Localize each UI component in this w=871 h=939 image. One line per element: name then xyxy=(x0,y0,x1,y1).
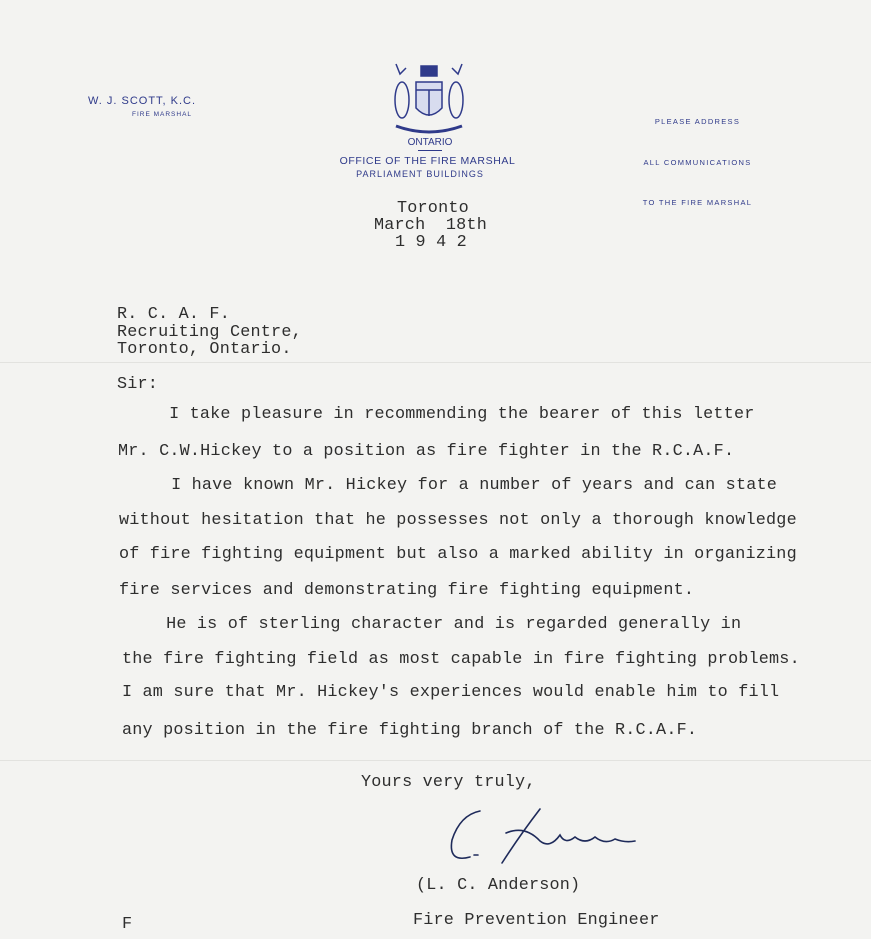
address-note xyxy=(620,88,775,223)
closing: Yours very truly, xyxy=(361,773,536,792)
body-line: any position in the fire fighting branch of the R.C.A.F. xyxy=(122,721,698,740)
signer-name: (L. C. Anderson) xyxy=(416,876,581,895)
building-name: PARLIAMENT BUILDINGS xyxy=(356,169,484,179)
sender-title: FIRE MARSHAL xyxy=(132,111,193,118)
body-line: Mr. C.W.Hickey to a position as fire fighter in the R.C.A.F. xyxy=(118,442,735,461)
recipient-line: R. C. A. F. xyxy=(117,305,230,324)
sender-name: W. J. SCOTT, K.C. xyxy=(88,95,197,107)
dateline-date: March 18th xyxy=(374,216,487,235)
dateline-year: 1 9 4 2 xyxy=(395,233,467,252)
fold-line xyxy=(0,362,871,363)
body-line: He is of sterling character and is regarded generally in xyxy=(125,615,742,634)
address-note-line: ALL COMMUNICATIONS xyxy=(643,157,752,167)
body-line: the fire fighting field as most capable in fire fighting problems. xyxy=(122,650,800,669)
address-note-line: PLEASE ADDRESS xyxy=(654,117,741,126)
signer-title: Fire Prevention Engineer xyxy=(413,911,660,930)
body-line: of fire fighting equipment but also a marked ability in organizing xyxy=(119,545,797,564)
footer-mark: F xyxy=(122,915,133,934)
ontario-crest-logo xyxy=(388,60,470,138)
salutation: Sir: xyxy=(117,375,159,394)
recipient-line: Toronto, Ontario. xyxy=(117,340,292,359)
handwritten-signature xyxy=(440,805,650,867)
body-line: without hesitation that he possesses not only a thorough knowledge xyxy=(119,511,797,530)
address-note-line: TO THE FIRE MARSHAL xyxy=(642,198,753,207)
body-line: I have known Mr. Hickey for a number of years and can state xyxy=(130,476,778,495)
recipient-line: Recruiting Centre, xyxy=(117,323,302,342)
body-line: I take pleasure in recommending the bearer of this letter xyxy=(128,405,755,424)
divider xyxy=(418,150,442,151)
dateline-city: Toronto xyxy=(397,199,469,218)
province-name: ONTARIO xyxy=(407,137,453,148)
body-line: fire services and demonstrating fire fighting equipment. xyxy=(119,581,695,600)
fold-line xyxy=(0,760,871,761)
body-line: I am sure that Mr. Hickey's experiences would enable him to fill xyxy=(122,683,780,702)
office-name: OFFICE OF THE FIRE MARSHAL xyxy=(339,155,516,167)
